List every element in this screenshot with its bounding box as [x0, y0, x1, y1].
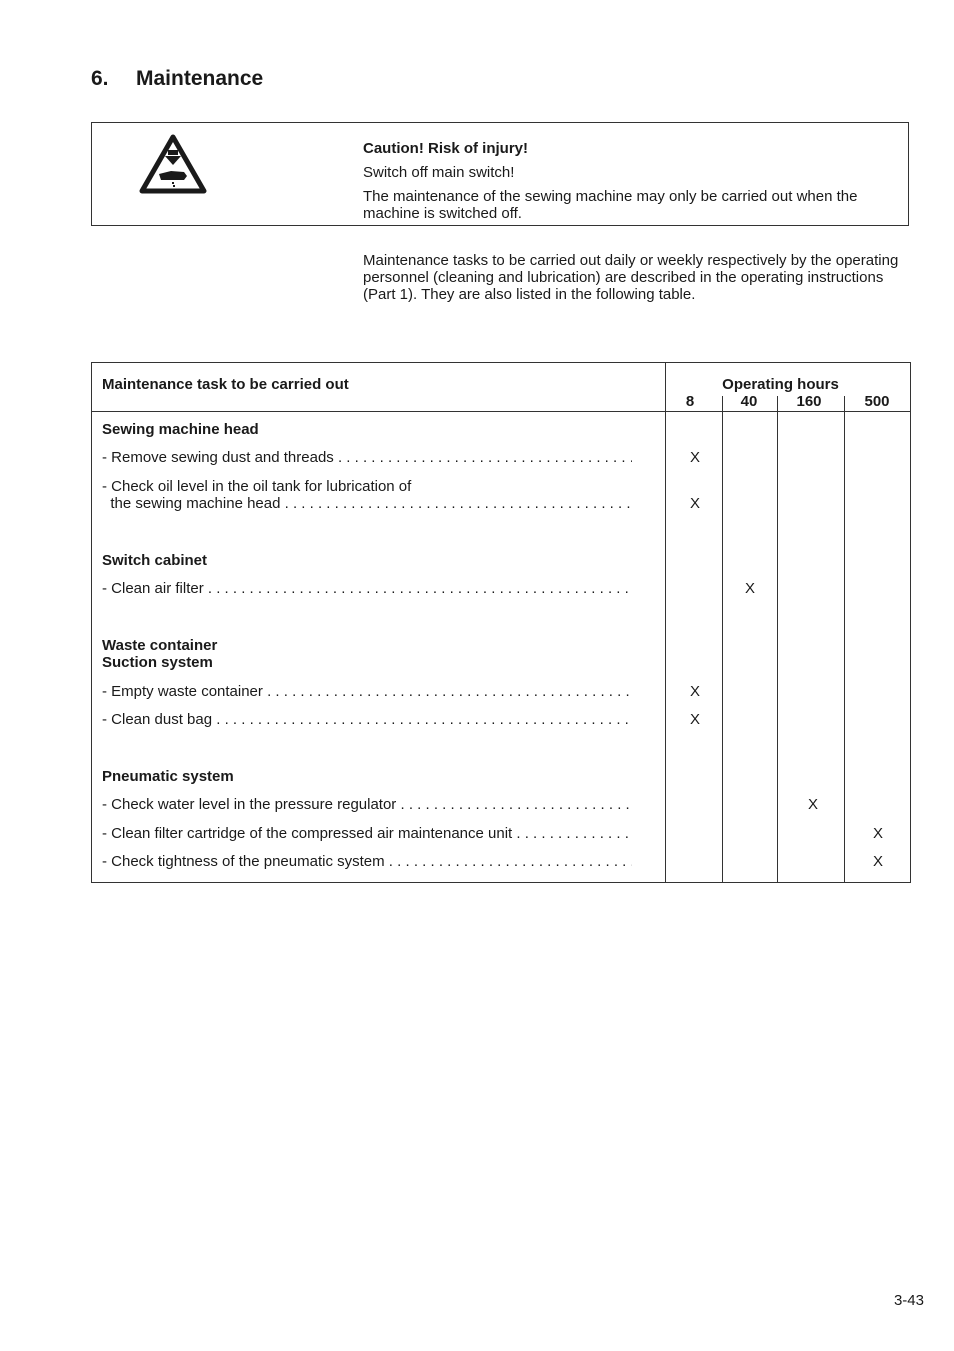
caution-text: [363, 140, 908, 222]
section-number: 6.: [91, 67, 109, 90]
task-row: - Clean air filter . . .: [102, 580, 632, 597]
interval-mark: X: [689, 683, 700, 700]
page-number: 3-43: [893, 1292, 924, 1309]
hours-40-header: 40: [740, 393, 758, 410]
caution-box: [91, 122, 909, 226]
section-pneumatic-system: Pneumatic system: [102, 768, 234, 785]
caution-line-1: Switch off main switch!: [363, 164, 515, 181]
hours-column-header: Operating hours: [722, 376, 839, 393]
task-row: - Empty waste container . . .: [102, 683, 632, 700]
caution-line-2: The maintenance of the sewing machine may only be carried out when the machine is switched off.: [363, 188, 858, 222]
column-divider: [844, 396, 845, 882]
task-row: - Check tightness of the pneumatic system . . .: [102, 853, 632, 870]
task-row: - Check water level in the pressure regulator . . .: [102, 796, 632, 813]
section-sewing-machine-head: Sewing machine head: [102, 421, 259, 438]
section-heading: [91, 67, 263, 91]
task-row: - Check oil level in the oil tank for lubrication of the sewing machine head . . .: [102, 478, 632, 512]
interval-mark: X: [689, 449, 700, 466]
section-waste-container: Waste container Suction system: [102, 637, 218, 671]
task-column-header: Maintenance task to be carried out: [102, 376, 349, 393]
interval-mark: X: [689, 495, 700, 512]
hand-injury-warning-icon: [139, 134, 207, 194]
hours-8-header: 8: [685, 393, 695, 410]
hours-500-header: 500: [864, 393, 890, 410]
maintenance-table: [91, 362, 911, 883]
task-row: - Remove sewing dust and threads . . .: [102, 449, 632, 466]
caution-title: Caution! Risk of injury!: [363, 140, 528, 157]
section-switch-cabinet: Switch cabinet: [102, 552, 208, 569]
section-title: Maintenance: [136, 67, 264, 90]
interval-mark: X: [807, 796, 818, 813]
task-row: - Clean dust bag . . .: [102, 711, 632, 728]
column-divider: [777, 396, 778, 882]
header-divider: [92, 411, 910, 412]
column-divider: [722, 396, 723, 882]
interval-mark: X: [744, 580, 755, 597]
intro-paragraph: Maintenance tasks to be carried out daily or weekly respectively by the operating personnel (cleaning and lubrication) are described in the operating instructions (Part 1). They are also listed in the following table.: [363, 252, 899, 303]
task-row: - Clean filter cartridge of the compressed air maintenance unit . . .: [102, 825, 632, 842]
interval-mark: X: [872, 825, 883, 842]
interval-mark: X: [872, 853, 883, 870]
hours-160-header: 160: [796, 393, 822, 410]
column-divider: [665, 363, 666, 882]
interval-mark: X: [689, 711, 700, 728]
